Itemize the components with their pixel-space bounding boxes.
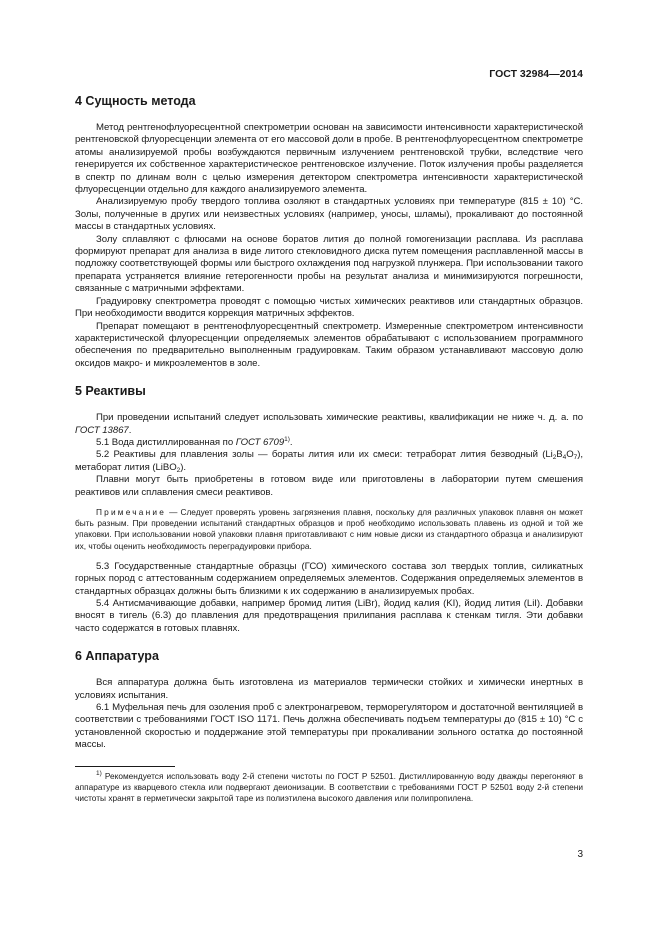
- s5-paragraph-1: [75, 412, 583, 437]
- s5-2-a: 5.2 Реактивы для плавления золы — бораты лития или их смеси: тетраборат лития безводный (Li: [96, 449, 553, 461]
- section-4-title: 4 Сущность метода: [75, 94, 196, 108]
- s4-paragraph-5: Препарат помещают в рентгенофлуоресцентный спектрометр. Измеренные спектрометром интенсивности характеристической флуоресценции определяемых элементов обрабатывают с использованием программного обеспечения по предварительно выполненным градуировкам. Таким образом устанавливают массовую долю оксидов макро- и микроэлементов в золе.: [75, 320, 583, 369]
- footnote-1: [75, 771, 583, 805]
- section-5: [75, 384, 583, 635]
- footnote-mark: 1): [96, 769, 102, 777]
- note-text: — Следует проверять уровень загрязнения плавня, поскольку для различных упаковок плавня он может быть разным. При проведении испытаний стандартных образцов и проб необходимо использовать плавень из одной и той же упаковки. При использовании новой упаковки плавня приготавливают с ним новые диски из стандартного образца и анализируют их, чтобы оценить необходимость переградуировки прибора.: [75, 506, 583, 551]
- s4-paragraph-1: Метод рентгенофлуоресцентной спектрометрии основан на зависимости интенсивности характеристической рентгеновской флуоресценции элемента от его массовой доли в пробе. В рентгенофлуоресцентном спектрометре атомы анализируемой пробы возбуждаются первичным излучением рентгеновской трубки, вследствие чего генерируется их собственное характеристическое рентгеновское излучение. Поток излучения пробы разделяется в спектр по длинам волн с целью измерения детектором спектрометра интенсивности характеристической флуоресценции отдельно для каждого анализируемого элемента.: [75, 122, 583, 196]
- s5-2-d: ), метаборат лития (LiBO: [75, 449, 583, 473]
- standard-designation: ГОСТ 32984—2014: [489, 68, 583, 80]
- s4-paragraph-3: Золу сплавляют с флюсами на основе боратов лития до полной гомогенизации расплава. Из расплава формируют препарат для анализа в виде литого стекловидного диска путем помещения расплавленной массы в подложку соответствующей формы или быстрого охлаждения под нагрузкой плунжера. При использовании такого препарата устраняется влияние гетерогенности пробы на результат анализа и минимизируются погрешности, связанные с матричными эффектами.: [75, 233, 583, 295]
- s5-p1-text: При проведении испытаний следует использовать химические реактивы, квалификации не ниже ч. д. а. по: [96, 412, 583, 424]
- s5-2-sub1: 2: [552, 454, 557, 462]
- page-content: [75, 94, 583, 804]
- s5-2-c: O: [566, 449, 574, 461]
- footnote-text: Рекомендуется использовать воду 2-й степени чистоты по ГОСТ Р 52501. Дистиллированную воду дважды перегоняют в аппаратуре из кварцевого стекла или подвергают деионизации. В соответствии с требованиями ГОСТ Р 52501 воду 2-й степени чистоты хранят в герметически закрытой таре из полиэтилена высокого давления или полипропилена.: [75, 770, 583, 804]
- section-4: [75, 94, 583, 370]
- s5-1-end: .: [289, 436, 293, 448]
- s5-item-5-2: [75, 449, 583, 474]
- s5-item-5-3: 5.3 Государственные стандартные образцы (ГСО) химического состава зол твердых топлив, силикатных горных пород с аттестованным содержанием определяемых элементов. Содержания определяемых элементов в стандартных образцах должны быть близкими к их содержанию в анализируемых пробах.: [75, 560, 583, 597]
- s5-2-sub3: 7: [573, 454, 578, 462]
- gost-13867-ref: ГОСТ 13867: [75, 424, 129, 436]
- s5-paragraph-fluxes: Плавни могут быть приобретены в готовом виде или приготовлены в лаборатории путем смешения реактивов или сплавления смеси реактивов.: [75, 474, 583, 498]
- s5-item-5-4: 5.4 Антисмачивающие добавки, например бромид лития (LiBr), йодид калия (KI), йодид лития (LiI). Добавки вносят в тигель (6.3) до плавления для предотвращения прилипания расплава к стенкам тигля. Эти добавки часто содержатся в готовых плавнях.: [75, 598, 583, 634]
- footnote-ref-1: 1): [284, 435, 290, 443]
- footnote-separator: [75, 766, 175, 767]
- s4-paragraph-4: Градуировку спектрометра проводят с помощью чистых химических реактивов или стандартных образцов. При необходимости вводится коррекция матричных эффектов.: [75, 295, 583, 320]
- s5-2-b: B: [556, 449, 563, 461]
- s5-p1-end: .: [128, 424, 132, 436]
- note: [75, 507, 583, 552]
- s5-2-sub2: 4: [562, 454, 567, 462]
- section-6-title: 6 Аппаратура: [75, 649, 159, 664]
- s6-item-6-1: 6.1 Муфельная печь для озоления проб с электронагревом, терморегулятором и достаточной вентиляцией в соответствии с требованиями ГОСТ ISO 1171. Печь должна обеспечивать подъем температуры до (815 ± 10) °С с установленной скоростью и поддержание этой температуры при прокаливании зольного остатка до постоянной массы.: [75, 702, 583, 751]
- s6-paragraph-1: Вся аппаратура должна быть изготовлена из материалов термически стойких и химически инертных в условиях испытания.: [75, 677, 583, 701]
- s5-item-5-1: [75, 437, 583, 449]
- section-6: [75, 649, 583, 751]
- page-number: 3: [577, 849, 583, 860]
- s5-1-text: 5.1 Вода дистиллированная по: [96, 436, 236, 448]
- gost-6709-ref: ГОСТ 6709: [235, 436, 285, 448]
- s4-paragraph-2: Анализируемую пробу твердого топлива озоляют в стандартных условиях при температуре (815 ± 10) °С. Золы, полученные в других или неизвестных условиях (например, уносы, шламы), прокаливают до постоянной массы в стандартных условиях.: [75, 196, 583, 233]
- s5-2-sub4: 2: [176, 466, 181, 474]
- section-5-title: 5 Реактивы: [75, 384, 146, 399]
- note-heading: Примечание: [96, 506, 167, 517]
- s5-2-e: ).: [180, 461, 186, 473]
